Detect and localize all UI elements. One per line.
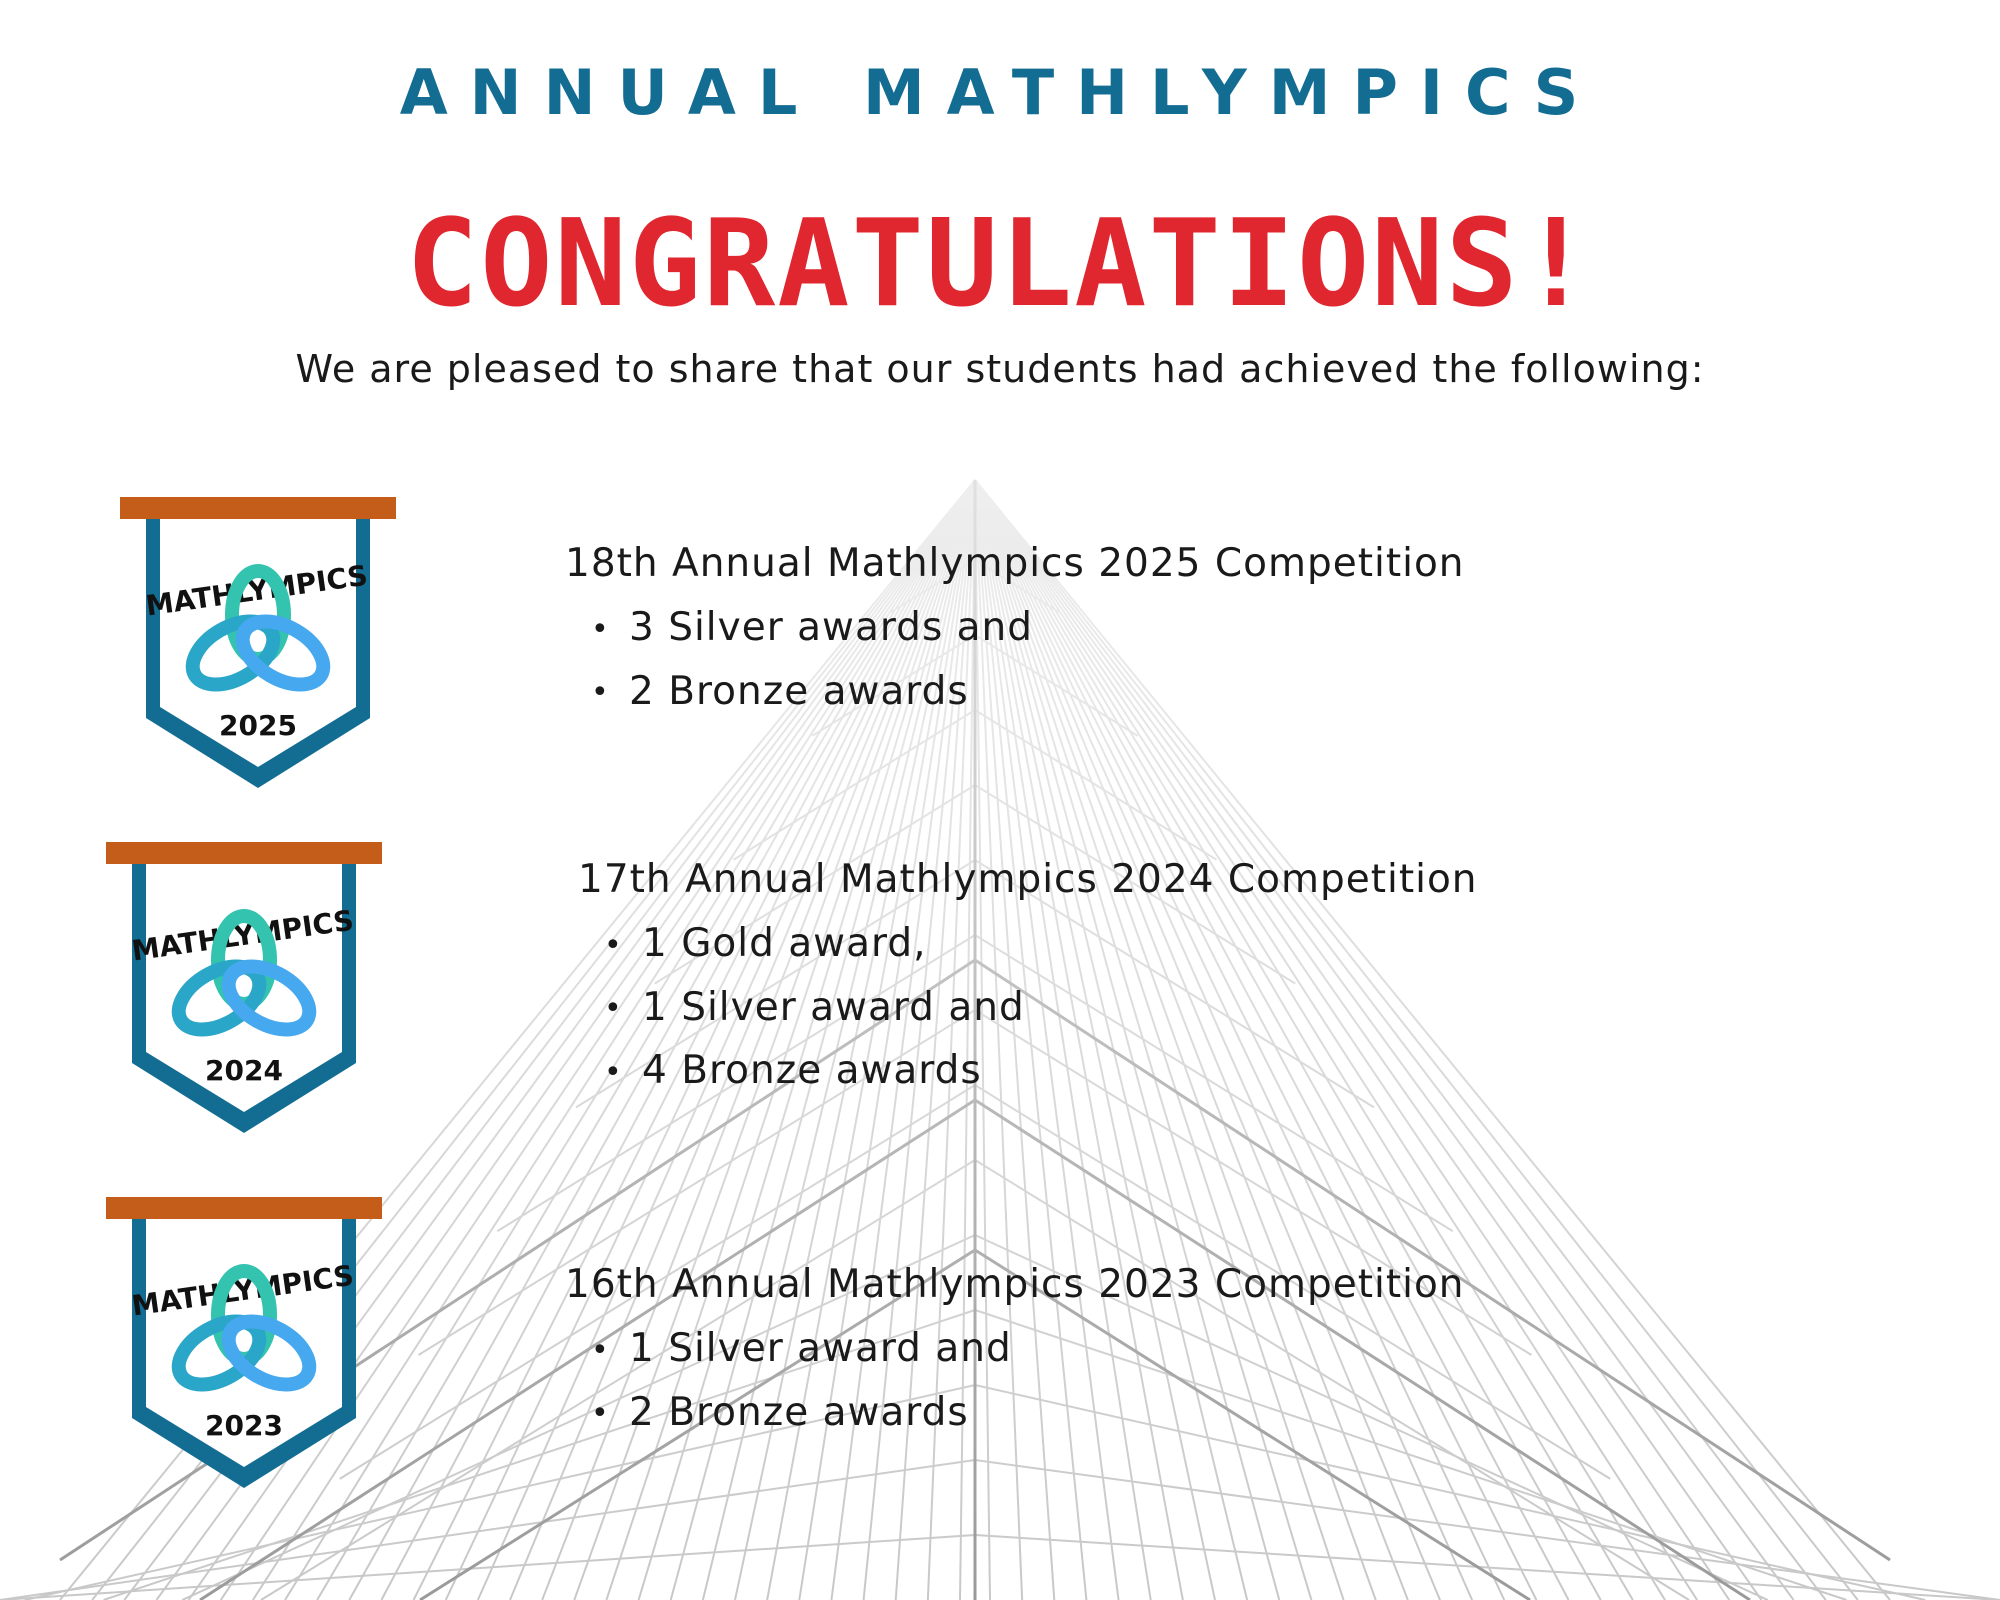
entry-2023 [565, 1256, 1465, 1445]
badge-2025 [118, 495, 398, 795]
bullet-icon: • [604, 927, 623, 963]
headline: CONGRATULATIONS! [406, 195, 1594, 334]
entry-title: 16th Annual Mathlympics 2023 Competition [565, 1262, 1465, 1307]
award-list [565, 597, 1465, 724]
bullet-icon: • [591, 1332, 610, 1368]
award-list [578, 913, 1478, 1104]
badge-word-2023: MATHLYMPICS [129, 1258, 356, 1323]
list-item: • 4 Bronze awards [604, 1040, 1478, 1104]
list-item: • 3 Silver awards and [591, 597, 1465, 661]
bullet-icon: • [604, 1054, 623, 1090]
badge-word-2024: MATHLYMPICS [129, 903, 356, 968]
entry-title: 17th Annual Mathlympics 2024 Competition [578, 857, 1478, 902]
entry-2025 [565, 535, 1465, 724]
badge-year-2023: 2023 [205, 1409, 283, 1442]
bullet-icon: • [591, 611, 610, 647]
list-item: • 2 Bronze awards [591, 1382, 1465, 1446]
badge-word-2025: MATHLYMPICS [143, 558, 370, 623]
intro-text: We are pleased to share that our students had achieved the following: [295, 347, 1705, 391]
list-item: • 1 Gold award, [604, 913, 1478, 977]
event-title: ANNUAL MATHLYMPICS [399, 56, 1601, 129]
badge-year-2024: 2024 [205, 1054, 283, 1087]
bullet-icon: • [591, 1396, 610, 1431]
badge-2024 [104, 840, 384, 1140]
bullet-icon: • [591, 675, 610, 710]
entry-title: 18th Annual Mathlympics 2025 Competition [565, 541, 1465, 586]
badge-year-2025: 2025 [219, 709, 297, 742]
list-item: • 1 Silver award and [591, 1318, 1465, 1382]
bullet-icon: • [604, 991, 623, 1026]
list-item: • 2 Bronze awards [591, 661, 1465, 725]
award-list [565, 1318, 1465, 1445]
list-item: • 1 Silver award and [604, 977, 1478, 1041]
badge-2023 [104, 1195, 384, 1495]
entry-2024 [578, 851, 1478, 1104]
